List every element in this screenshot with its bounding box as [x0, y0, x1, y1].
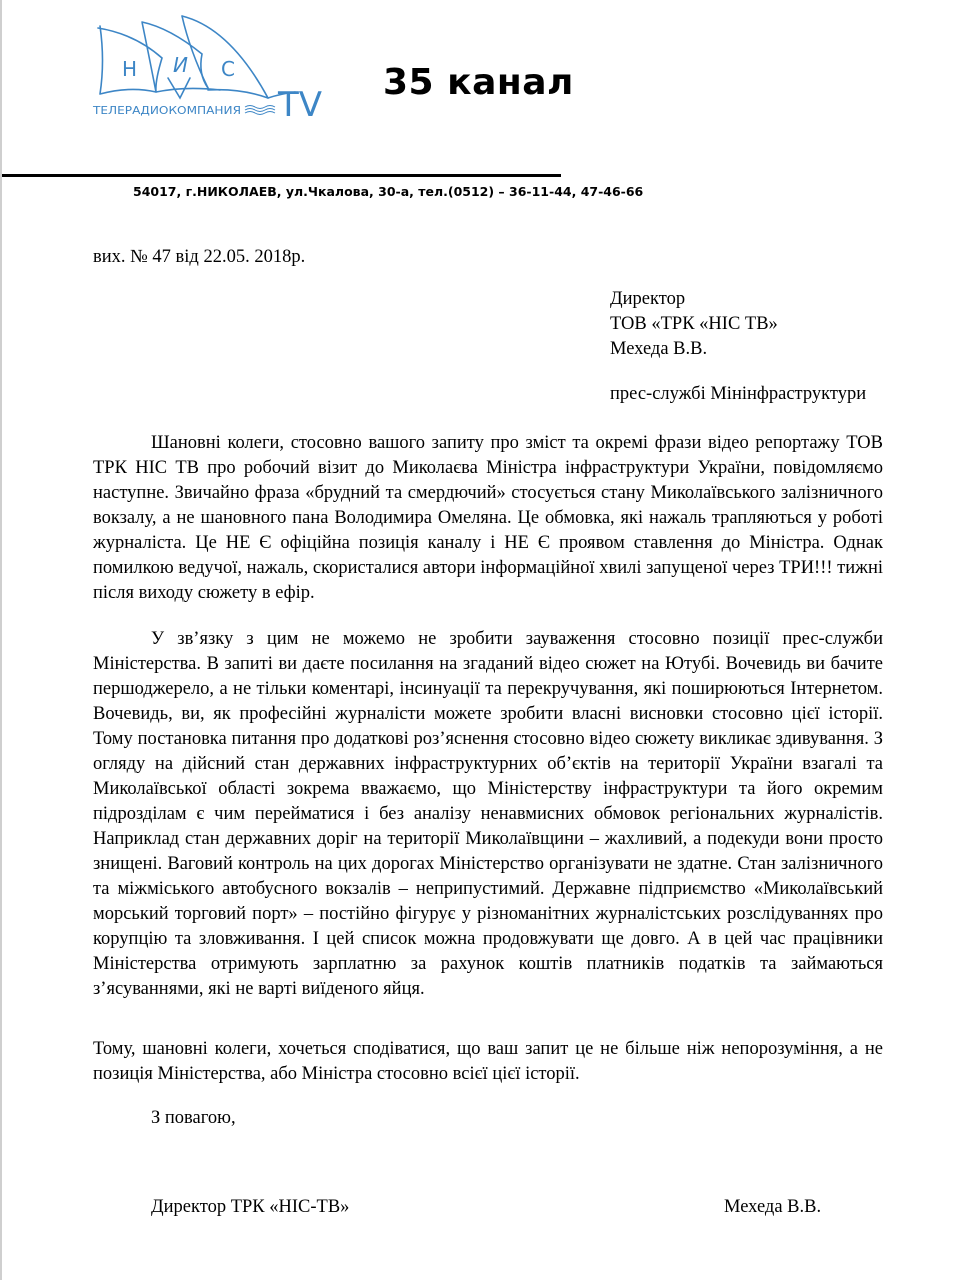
closing-regards: З повагою,: [151, 1108, 236, 1128]
svg-text:ТЕЛЕРАДИОКОМПАНИЯ: ТЕЛЕРАДИОКОМПАНИЯ: [91, 105, 241, 117]
header-divider: [2, 174, 561, 177]
outgoing-number: вих. № 47 від 22.05. 2018р.: [93, 247, 306, 267]
paragraph-1: Шановні колеги, стосовно вашого запиту про зміст та окремі фрази відео репортажу ТОВ ТРК НІС ТВ про робочий візит до Миколаєва Міністра інфраструктури України, повідомляємо наступне. Звичайно фраза «брудний та смердючий» стосується стану Миколаївського залізничного вокзалу, а не шановного пана Володимира Омеляна. Це обмовка, які нажаль трапляються у роботі журналіста. Це НЕ Є офіційна позиція каналу і НЕ Є проявом ставлення до Міністра. Однак помилкою ведучої, нажаль, скористалися автори інформаційної хвилі запущеної через ТРИ!!! тижні після виходу сюжету в ефір.: [93, 433, 883, 603]
addressee-line: Мехеда В.В.: [610, 339, 708, 359]
paragraph-2: У зв’язку з цим не можемо не зробити зауваження стосовно позиції прес-служби Міністерства. В запиті ви даєте посилання на згаданий відео сюжет на Ютубі. Вочевидь ви бачите першоджерело, а не тільки коментарі, інсинуації та перекручування, які поширюються Інтернетом. Вочевидь, ви, як професійні журналісти можете зробити власні висновки стосовно цієї історії. Тому постановка питання про додаткові роз’яснення стосовно відео сюжету викликає здивування. З огляду на дійсний стан державних інфраструктурних об’єктів на території України взагалі та Миколаївської області зокрема вважаємо, що Міністерству інфраструктури та його окремим підрозділам є чим перейматися і без аналізу ненавмисних обмовок регіональних журналістів. Наприклад стан державних доріг на території Миколаївщини – жахливий, а подекуди вони просто знищені. Ваговий контроль на цих дорогах Міністерство організувати не здатне. Стан залізничного та міжміського автобусного вокзалів – неприпустимий. Державне підприємство «Миколаївський морський торговий порт» – постійно фігурує у різноманітних журналістських розслідуваннях про корупцію та зловживання. І цей список можна продовжувати ще довго. А в цей час працівники Міністерства отримують зарплатню за рахунок коштів платників податків та займаються з’ясуваннями, які не варті виїденого яйця.: [93, 629, 883, 999]
sailboat-logo-icon: [90, 6, 335, 126]
svg-text:TV: TV: [278, 85, 323, 125]
addressee-line: Директор: [610, 289, 686, 309]
signature-name: Мехеда В.В.: [724, 1197, 822, 1217]
company-logo: [90, 6, 335, 126]
company-address: 54017, г.НИКОЛАЕВ, ул.Чкалова, 30-а, тел.(0512) – 36-11-44, 47-46-66: [133, 184, 644, 199]
svg-text:С: С: [221, 57, 235, 81]
addressee-line: ТОВ «ТРК «НІС ТВ»: [610, 314, 778, 334]
paragraph-3: Тому, шановні колеги, хочеться сподіватися, що ваш запит це не більше ніж непорозуміння, а не позиція Міністерства, або Міністра стосовно всієї цієї історії.: [93, 1039, 883, 1084]
addressee-block: [610, 287, 778, 362]
signature-title: Директор ТРК «НІС-ТВ»: [151, 1197, 350, 1217]
svg-text:И: И: [173, 53, 188, 77]
channel-title: 35 канал: [383, 62, 574, 103]
recipient: прес-службі Мінінфраструктури: [610, 384, 867, 404]
svg-text:Н: Н: [122, 57, 138, 81]
